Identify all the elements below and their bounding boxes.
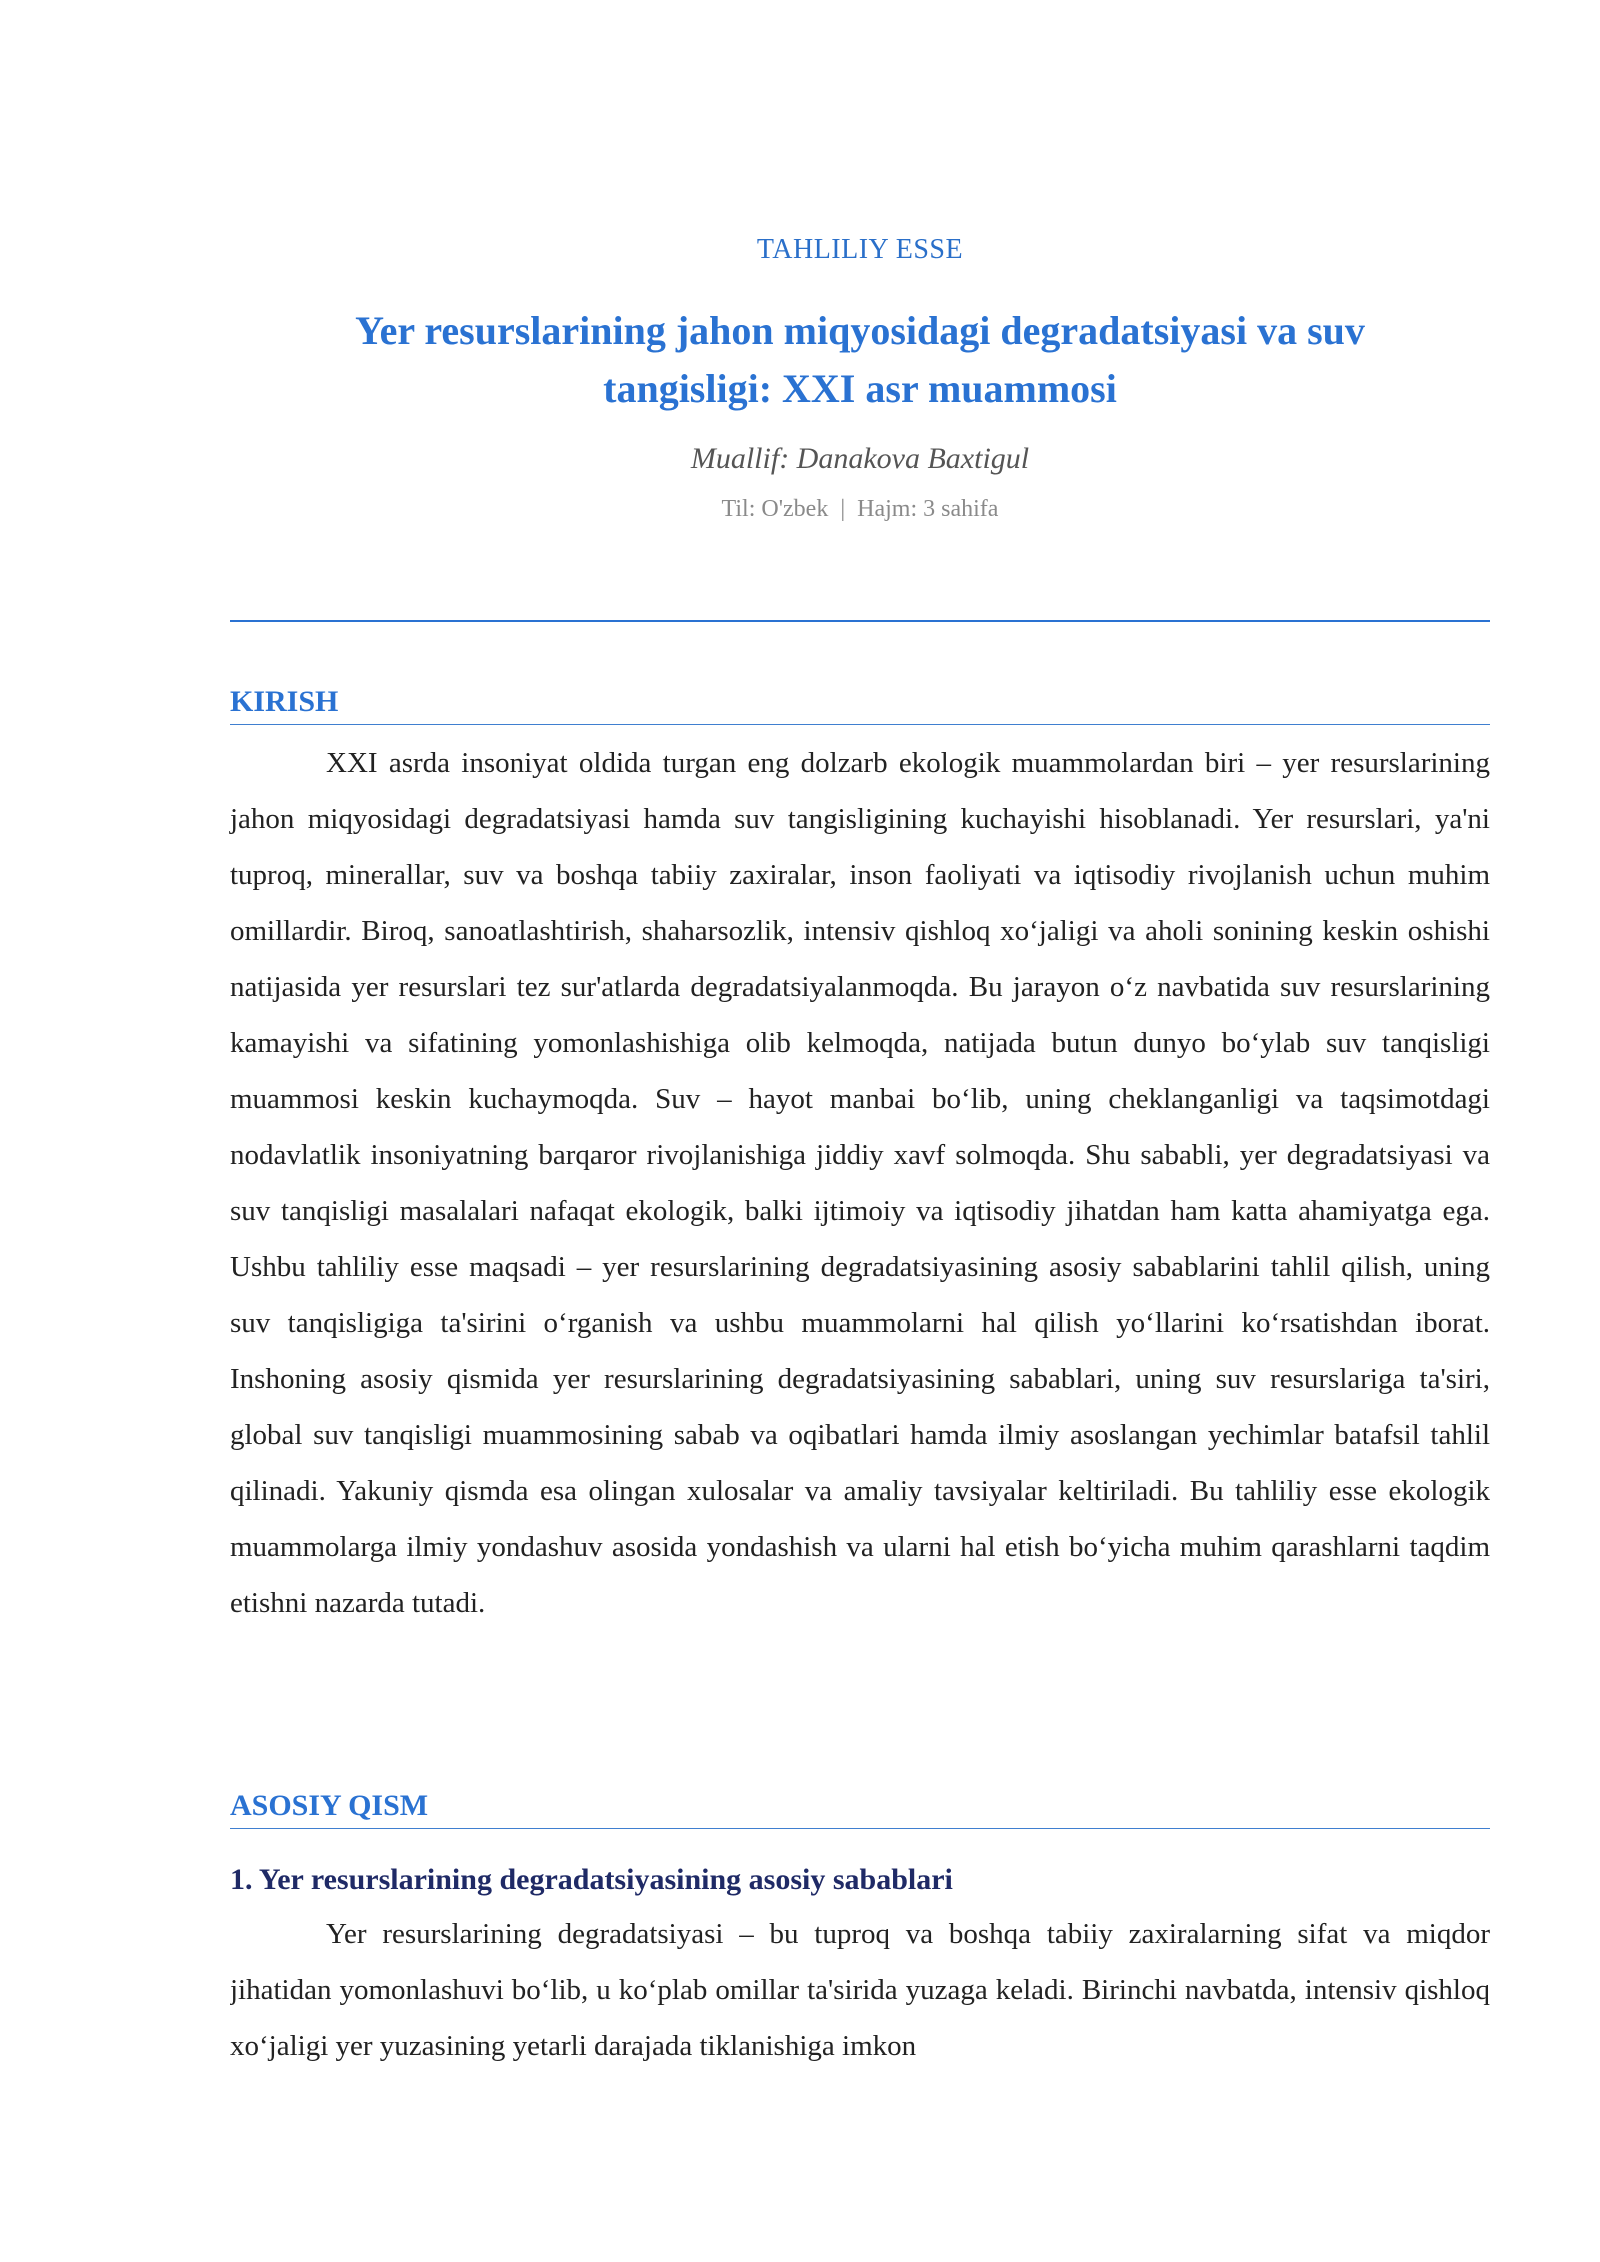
document-author: Muallif: Danakova Baxtigul (690, 442, 1030, 475)
meta-volume: Hajm: 3 sahifa (857, 496, 999, 522)
document-meta (230, 496, 1490, 523)
document-kicker: TAHLILIY ESSE (756, 234, 964, 265)
section-heading-main: ASOSIY QISM (230, 1788, 1490, 1829)
document-title-line-2: tangisligi: XXI asr muammosi (603, 366, 1117, 411)
document-title (230, 302, 1490, 418)
document-title-line-1: Yer resurslarining jahon miqyosidagi degradatsiyasi va suv (355, 308, 1365, 353)
meta-language: Til: O'zbek (721, 496, 829, 522)
main-paragraph: Yer resurslarining degradatsiyasi – bu tuproq va boshqa tabiiy zaxiralarning sifat va miqdor jihatidan yomonlashuvi bo‘lib, u ko‘plab omillar ta'sirida yuzaga keladi. Birinchi navbatda, intensiv qishloq xo‘jaligi yer yuzasining yetarli darajada tiklanishiga imkon (230, 1918, 1490, 2062)
section-heading-intro: KIRISH (230, 684, 1490, 725)
header-divider (230, 620, 1490, 622)
intro-paragraph: XXI asrda insoniyat oldida turgan eng dolzarb ekologik muammolardan biri – yer resurslarining jahon miqyosidagi degradatsiyasi hamda suv tangisligining kuchayishi hisoblanadi. Yer resurslari, ya'ni tuproq, minerallar, suv va boshqa tabiiy zaxiralar, inson faoliyati va iqtisodiy rivojlanish uchun muhim omillardir. Biroq, sanoatlashtirish, shaharsozlik, intensiv qishloq xo‘jaligi va aholi sonining keskin oshishi natijasida yer resurslari tez sur'atlarda degradatsiyalanmoqda. Bu jarayon o‘z navbatida suv resurslarining kamayishi va sifatining yomonlashishiga olib kelmoqda, natijada butun dunyo bo‘ylab suv tanqisligi muammosi keskin kuchaymoqda. Suv – hayot manbai bo‘lib, uning cheklanganligi va taqsimotdagi nodavlatlik insoniyatning barqaror rivojlanishiga jiddiy xavf solmoqda. Shu sababli, yer degradatsiyasi va suv tanqisligi masalalari nafaqat ekologik, balki ijtimoiy va iqtisodiy jihatdan ham katta ahamiyatga ega. Ushbu tahliliy esse maqsadi – yer resurslarining degradatsiyasining asosiy sabablarini tahlil qilish, uning suv tanqisligiga ta'sirini o‘rganish va ushbu muammolarni hal qilish yo‘llarini ko‘rsatishdan iborat. Inshoning asosiy qismida yer resurslarining degradatsiyasining sabablari, uning suv resurslariga ta'siri, global suv tanqisligi muammosining sabab va oqibatlari hamda ilmiy asoslangan yechimlar batafsil tahlil qilinadi. Yakuniy qismda esa olingan xulosalar va amaliy tavsiyalar keltiriladi. Bu tahliliy esse ekologik muammolarga ilmiy yondashuv asosida yondashish va ularni hal etish bo‘yicha muhim qarashlarni taqdim etishni nazarda tutadi. (230, 747, 1490, 1619)
subsection-heading-1: 1. Yer resurslarining degradatsiyasining asosiy sabablari (230, 1863, 953, 1896)
meta-separator: | (840, 496, 846, 522)
